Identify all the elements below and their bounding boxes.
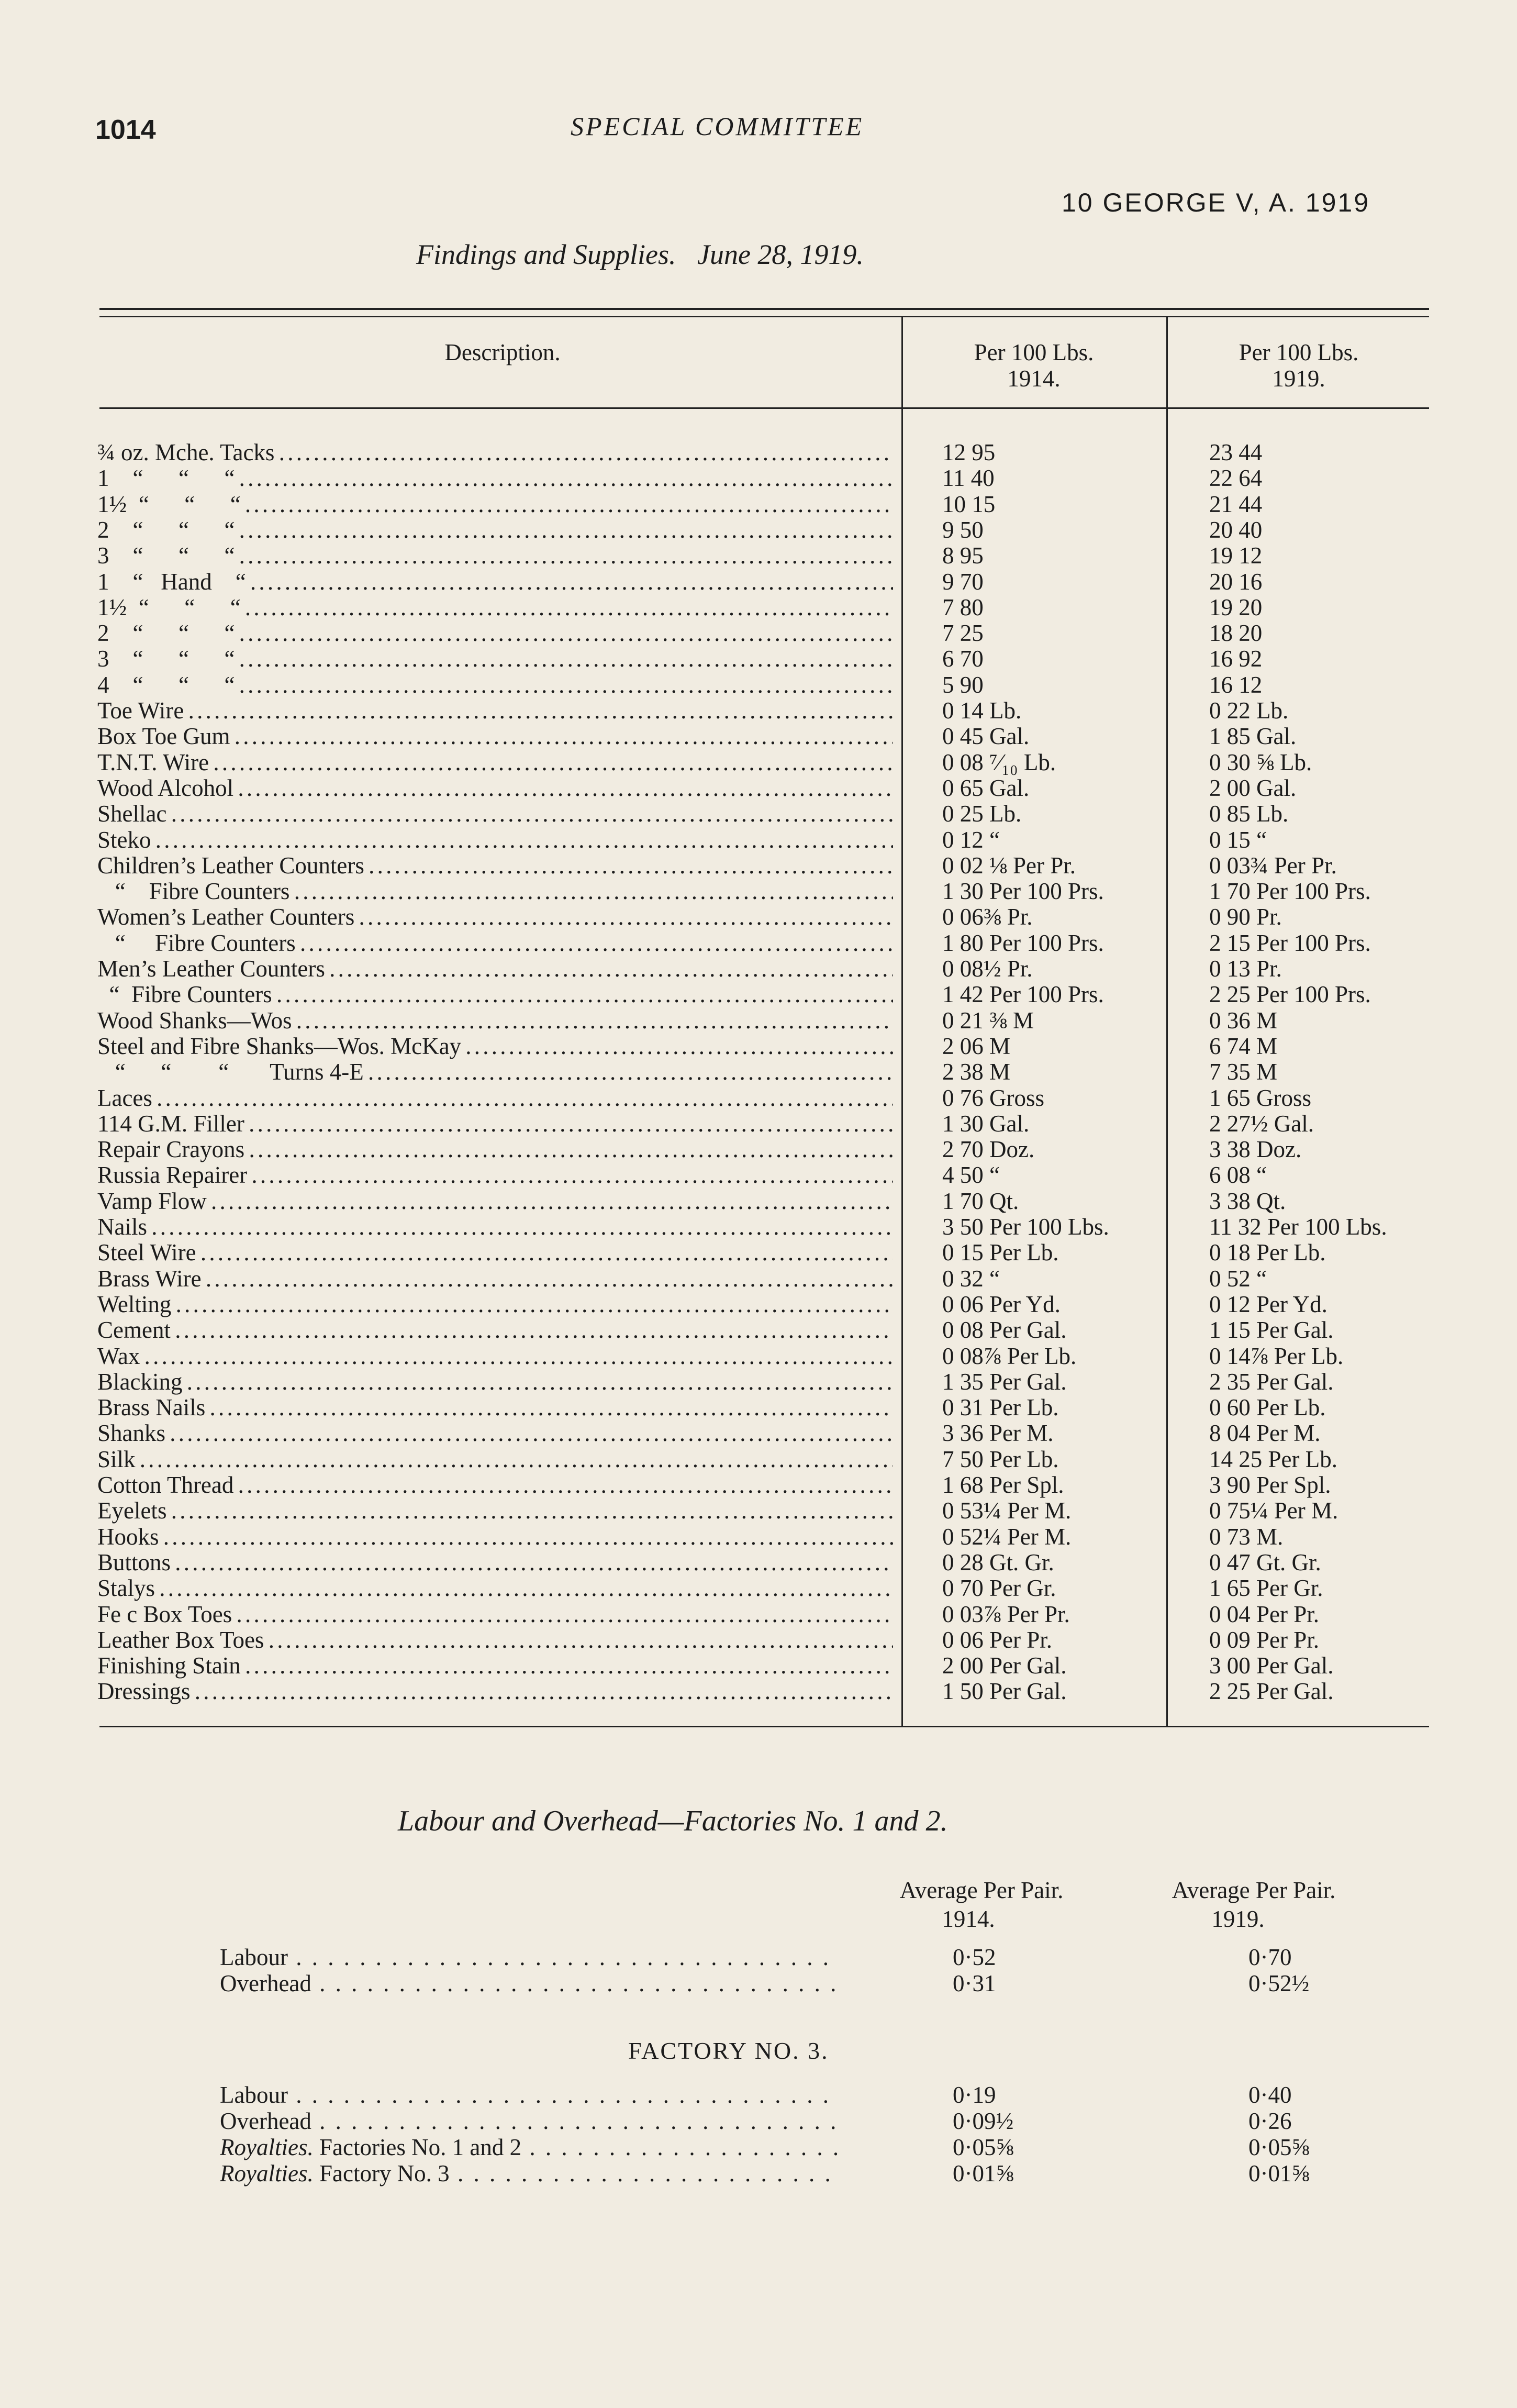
labour-value-1914: 0·52 <box>953 1944 996 1970</box>
value-1919-cell: 6 74 M <box>1209 1033 1278 1059</box>
table-row <box>0 982 1517 1007</box>
value-1919-cell: 8 04 Per M. <box>1209 1420 1321 1447</box>
description-cell: Vamp Flow . . . <box>97 1189 893 1214</box>
description-cell: Buttons . . . <box>97 1550 893 1575</box>
description-cell: 1½ “ “ “ . . . <box>97 595 893 620</box>
value-1919-cell: 2 25 Per Gal. <box>1209 1678 1334 1705</box>
table-row <box>0 492 1517 517</box>
table-row <box>0 1266 1517 1292</box>
value-1919-cell: 0 85 Lb. <box>1209 801 1289 827</box>
table-bottom-rule <box>99 1726 1429 1727</box>
factory-3-value-1914: 0·19 <box>953 2082 996 2108</box>
description-cell: Wood Shanks—Wos . . . <box>97 1008 893 1034</box>
labour-col2-year: 1919. <box>1211 1906 1265 1932</box>
description-cell: Laces . . . <box>97 1085 893 1111</box>
value-1914-cell: 0 03⅞ Per Pr. <box>942 1601 1070 1627</box>
description-cell: Steel and Fibre Shanks—Wos. McKay . . . <box>97 1034 893 1059</box>
table-row <box>0 1059 1517 1085</box>
labour-row <box>0 1970 1517 1996</box>
description-cell: 4 “ “ “ . . . <box>97 672 893 698</box>
value-1914-cell: 1 42 Per 100 Prs. <box>942 981 1104 1008</box>
labour-label: Labour . . . <box>220 1944 838 1970</box>
column-header-1914: Per 100 Lbs. 1914. <box>974 339 1094 392</box>
description-cell: 1 “ “ “ . . . <box>97 465 893 491</box>
value-1914-cell: 0 70 Per Gr. <box>942 1575 1056 1602</box>
table-row <box>0 1498 1517 1524</box>
value-1914-cell: 10 15 <box>942 491 996 517</box>
value-1919-cell: 7 35 M <box>1209 1059 1278 1085</box>
table-row <box>0 750 1517 775</box>
value-1919-cell: 20 40 <box>1209 516 1263 543</box>
value-1914-cell: 1 30 Per 100 Prs. <box>942 878 1104 905</box>
table-row <box>0 1162 1517 1188</box>
description-cell: “ Fibre Counters . . . <box>97 930 893 956</box>
description-cell: Hooks . . . <box>97 1524 893 1550</box>
value-1919-cell: 2 25 Per 100 Prs. <box>1209 981 1371 1008</box>
table-row <box>0 1008 1517 1034</box>
value-1919-cell: 0 22 Lb. <box>1209 697 1289 724</box>
value-1919-cell: 0 90 Pr. <box>1209 904 1282 930</box>
description-cell: Finishing Stain . . . <box>97 1653 893 1679</box>
labour-col1-year: 1914. <box>942 1906 995 1932</box>
royalties-label: Royalties. <box>220 2134 314 2160</box>
column-header-description: Description. <box>444 339 561 365</box>
value-1914-cell: 11 40 <box>942 465 995 492</box>
labour-value-1914: 0·31 <box>953 1970 996 1996</box>
value-1914-cell: 7 80 <box>942 594 984 620</box>
labour-section-title: Labour and Overhead—Factories No. 1 and 2. <box>398 1805 948 1837</box>
table-row <box>0 465 1517 491</box>
description-cell: Shellac . . . <box>97 801 893 827</box>
factory-3-label <box>220 2082 838 2108</box>
value-1919-cell: 0 36 M <box>1209 1007 1278 1034</box>
labour-row <box>0 1944 1517 1970</box>
value-1919-cell: 14 25 Per Lb. <box>1209 1446 1337 1472</box>
value-1919-cell: 19 20 <box>1209 594 1263 620</box>
description-cell: Box Toe Gum . . . <box>97 724 893 749</box>
factory-3-row <box>0 2108 1517 2134</box>
value-1914-cell: 1 35 Per Gal. <box>942 1368 1067 1395</box>
description-cell: Eyelets . . . <box>97 1498 893 1524</box>
table-row <box>0 1421 1517 1446</box>
description-cell: Russia Repairer . . . <box>97 1162 893 1188</box>
table-row <box>0 853 1517 879</box>
factory-3-value-1914: 0·05⅝ <box>953 2134 1014 2160</box>
value-1919-cell: 0 60 Per Lb. <box>1209 1394 1326 1421</box>
value-1914-cell: 1 68 Per Spl. <box>942 1472 1064 1498</box>
value-1919-cell: 1 85 Gal. <box>1209 723 1297 750</box>
value-1914-cell: 7 50 Per Lb. <box>942 1446 1059 1472</box>
description-cell: 3 “ “ “ . . . <box>97 543 893 569</box>
description-cell: Wax . . . <box>97 1344 893 1369</box>
value-1919-cell: 18 20 <box>1209 620 1263 647</box>
description-cell: Brass Wire . . . <box>97 1266 893 1292</box>
labour-col1-head: Average Per Pair. <box>899 1877 1064 1903</box>
value-1919-cell: 0 04 Per Pr. <box>1209 1601 1320 1627</box>
value-1914-cell: 0 14 Lb. <box>942 697 1022 724</box>
value-1919-cell: 23 44 <box>1209 439 1263 465</box>
description-cell: Fe c Box Toes . . . <box>97 1602 893 1627</box>
table-row <box>0 1575 1517 1601</box>
value-1914-cell: 2 70 Doz. <box>942 1136 1035 1163</box>
table-row <box>0 440 1517 465</box>
value-1919-cell: 16 12 <box>1209 671 1263 698</box>
table-row <box>0 517 1517 543</box>
description-cell: Silk . . . <box>97 1447 893 1472</box>
table-row <box>0 1189 1517 1214</box>
table-row <box>0 1472 1517 1498</box>
table-row <box>0 1369 1517 1395</box>
value-1914-cell: 1 70 Qt. <box>942 1188 1019 1214</box>
value-1914-cell: 2 06 M <box>942 1033 1011 1059</box>
table-row <box>0 1550 1517 1575</box>
factory-3-label-text: Overhead <box>220 2108 311 2134</box>
table-row <box>0 1214 1517 1240</box>
value-1919-cell: 2 27½ Gal. <box>1209 1110 1314 1137</box>
value-1919-cell: 11 32 Per 100 Lbs. <box>1209 1214 1387 1240</box>
factory-3-label-text: Labour <box>220 2082 288 2108</box>
table-row <box>0 698 1517 724</box>
table-top-rule <box>99 308 1429 310</box>
value-1914-cell: 3 50 Per 100 Lbs. <box>942 1214 1109 1240</box>
description-cell: Cotton Thread . . . <box>97 1472 893 1498</box>
table-row <box>0 1447 1517 1472</box>
value-1919-cell: 20 16 <box>1209 568 1263 595</box>
value-1919-cell: 3 38 Doz. <box>1209 1136 1302 1163</box>
session-line: 10 GEORGE V, A. 1919 <box>1062 188 1370 217</box>
column-header-1919: Per 100 Lbs. 1919. <box>1239 339 1359 392</box>
value-1914-cell: 0 53¼ Per M. <box>942 1497 1072 1524</box>
factory-3-value-1919: 0·01⅝ <box>1248 2160 1310 2187</box>
value-1919-cell: 3 00 Per Gal. <box>1209 1652 1334 1679</box>
value-1919-cell: 0 03¾ Per Pr. <box>1209 852 1337 879</box>
value-1919-cell: 0 13 Pr. <box>1209 956 1282 982</box>
value-1919-cell: 0 15 “ <box>1209 826 1267 853</box>
value-1919-cell: 2 35 Per Gal. <box>1209 1368 1334 1395</box>
value-1919-cell: 0 09 Per Pr. <box>1209 1626 1320 1653</box>
description-cell: Children’s Leather Counters . . . <box>97 853 893 879</box>
value-1914-cell: 6 70 <box>942 646 984 672</box>
value-1919-cell: 0 75¼ Per M. <box>1209 1497 1338 1524</box>
factory-3-label <box>220 2108 838 2134</box>
value-1914-cell: 3 36 Per M. <box>942 1420 1054 1447</box>
value-1914-cell: 0 45 Gal. <box>942 723 1030 750</box>
table-row <box>0 1524 1517 1550</box>
factory-3-value-1914: 0·01⅝ <box>953 2160 1014 2187</box>
table-row <box>0 1034 1517 1059</box>
table-row <box>0 775 1517 801</box>
factory-3-label-text: Factories No. 1 and 2 <box>319 2134 522 2160</box>
description-cell: Steel Wire . . . <box>97 1240 893 1266</box>
value-1919-cell: 0 47 Gt. Gr. <box>1209 1549 1321 1575</box>
value-1919-cell: 0 52 “ <box>1209 1265 1267 1292</box>
description-cell: Cement . . . <box>97 1317 893 1343</box>
table-row <box>0 904 1517 930</box>
value-1914-cell: 0 08 Per Gal. <box>942 1317 1067 1344</box>
value-1914-cell: 0 08 ⁷⁄₁₀ Lb. <box>942 749 1056 775</box>
description-cell: 2 “ “ “ . . . <box>97 620 893 646</box>
table-row <box>0 1111 1517 1137</box>
value-1914-cell: 5 90 <box>942 671 984 698</box>
labour-value-1919: 0·52½ <box>1248 1970 1310 1996</box>
value-1914-cell: 12 95 <box>942 439 996 465</box>
factory-3-title: FACTORY NO. 3. <box>628 2037 829 2064</box>
value-1919-cell: 0 30 ⅝ Lb. <box>1209 749 1312 775</box>
table-row <box>0 827 1517 853</box>
value-1919-cell: 1 65 Per Gr. <box>1209 1575 1323 1602</box>
table-row <box>0 672 1517 698</box>
value-1914-cell: 0 12 “ <box>942 826 1000 853</box>
table-row <box>0 1137 1517 1162</box>
table-row <box>0 569 1517 595</box>
factory-3-row <box>0 2134 1517 2160</box>
description-cell: “ “ “ Turns 4-E . . . <box>97 1059 893 1085</box>
labour-col2-head: Average Per Pair. <box>1172 1877 1336 1903</box>
value-1914-cell: 4 50 “ <box>942 1162 1000 1189</box>
factory-3-value-1919: 0·05⅝ <box>1248 2134 1310 2160</box>
description-cell: 2 “ “ “ . . . <box>97 517 893 543</box>
royalties-label: Royalties. <box>220 2160 314 2187</box>
value-1914-cell: 0 31 Per Lb. <box>942 1394 1059 1421</box>
table-row <box>0 1679 1517 1704</box>
running-title: SPECIAL COMMITTEE <box>571 112 864 141</box>
description-cell: 1 “ Hand “ . . . <box>97 569 893 595</box>
value-1919-cell: 0 14⅞ Per Lb. <box>1209 1342 1344 1369</box>
description-cell: Welting . . . <box>97 1292 893 1317</box>
description-cell: Wood Alcohol . . . <box>97 775 893 801</box>
value-1919-cell: 2 15 Per 100 Prs. <box>1209 929 1371 956</box>
value-1914-cell: 2 00 Per Gal. <box>942 1652 1067 1679</box>
value-1914-cell: 0 25 Lb. <box>942 801 1022 827</box>
table-row <box>0 801 1517 827</box>
description-cell: Leather Box Toes . . . <box>97 1627 893 1653</box>
description-cell: T.N.T. Wire . . . <box>97 750 893 775</box>
table-row <box>0 1292 1517 1317</box>
description-cell: ¾ oz. Mche. Tacks . . . <box>97 440 893 465</box>
value-1914-cell: 1 30 Gal. <box>942 1110 1030 1137</box>
table-row <box>0 879 1517 904</box>
table-row <box>0 1317 1517 1343</box>
table-row <box>0 646 1517 672</box>
table-row <box>0 1653 1517 1679</box>
value-1914-cell: 0 21 ⅜ M <box>942 1007 1034 1034</box>
description-cell: Steko . . . <box>97 827 893 853</box>
value-1914-cell: 0 02 ⅛ Per Pr. <box>942 852 1076 879</box>
value-1914-cell: 9 50 <box>942 516 984 543</box>
factory-3-value-1919: 0·40 <box>1248 2082 1292 2108</box>
table-row <box>0 1085 1517 1111</box>
factory-3-label <box>220 2160 838 2187</box>
factory-3-label <box>220 2134 838 2160</box>
value-1914-cell: 0 06 Per Pr. <box>942 1626 1053 1653</box>
header-bottom-rule <box>99 407 1429 409</box>
value-1919-cell: 6 08 “ <box>1209 1162 1267 1189</box>
description-cell: Stalys . . . <box>97 1575 893 1601</box>
value-1919-cell: 3 90 Per Spl. <box>1209 1472 1331 1498</box>
table-row <box>0 1240 1517 1266</box>
value-1919-cell: 1 70 Per 100 Prs. <box>1209 878 1371 905</box>
value-1919-cell: 0 73 M. <box>1209 1523 1284 1550</box>
description-cell: Nails . . . <box>97 1214 893 1240</box>
value-1919-cell: 0 12 Per Yd. <box>1209 1291 1328 1317</box>
table-row <box>0 1602 1517 1627</box>
value-1914-cell: 9 70 <box>942 568 984 595</box>
factory-3-value-1919: 0·26 <box>1248 2108 1292 2134</box>
description-cell: Toe Wire . . . <box>97 698 893 724</box>
description-cell: 1½ “ “ “ . . . <box>97 492 893 517</box>
table-row <box>0 956 1517 982</box>
description-cell: Repair Crayons . . . <box>97 1137 893 1162</box>
factory-3-value-1914: 0·09½ <box>953 2108 1014 2134</box>
value-1919-cell: 21 44 <box>1209 491 1263 517</box>
value-1919-cell: 16 92 <box>1209 646 1263 672</box>
value-1914-cell: 0 08⅞ Per Lb. <box>942 1342 1077 1369</box>
value-1919-cell: 1 65 Gross <box>1209 1084 1312 1111</box>
value-1914-cell: 0 76 Gross <box>942 1084 1045 1111</box>
description-cell: Shanks . . . <box>97 1421 893 1446</box>
description-cell: Dressings . . . <box>97 1679 893 1704</box>
labour-value-1919: 0·70 <box>1248 1944 1292 1970</box>
value-1919-cell: 19 12 <box>1209 542 1263 569</box>
value-1919-cell: 22 64 <box>1209 465 1263 492</box>
description-cell: “ Fibre Counters . . . <box>97 982 893 1007</box>
value-1919-cell: 3 38 Qt. <box>1209 1188 1286 1214</box>
value-1919-cell: 2 00 Gal. <box>1209 774 1297 801</box>
value-1914-cell: 0 06 Per Yd. <box>942 1291 1061 1317</box>
labour-label: Overhead . . . <box>220 1970 838 1996</box>
value-1914-cell: 0 52¼ Per M. <box>942 1523 1072 1550</box>
table-row <box>0 1395 1517 1421</box>
description-cell: 3 “ “ “ . . . <box>97 646 893 672</box>
value-1914-cell: 0 08½ Pr. <box>942 956 1033 982</box>
value-1914-cell: 0 28 Gt. Gr. <box>942 1549 1054 1575</box>
value-1914-cell: 7 25 <box>942 620 984 647</box>
table-top-rule-thin <box>99 316 1429 317</box>
page-number: 1014 <box>95 115 156 145</box>
value-1914-cell: 1 50 Per Gal. <box>942 1678 1067 1705</box>
table-caption: Findings and Supplies. June 28, 1919. <box>416 239 864 270</box>
value-1914-cell: 1 80 Per 100 Prs. <box>942 929 1104 956</box>
value-1919-cell: 1 15 Per Gal. <box>1209 1317 1334 1344</box>
value-1914-cell: 0 65 Gal. <box>942 774 1030 801</box>
value-1919-cell: 0 18 Per Lb. <box>1209 1239 1326 1266</box>
table-row <box>0 620 1517 646</box>
value-1914-cell: 0 15 Per Lb. <box>942 1239 1059 1266</box>
table-row <box>0 724 1517 749</box>
description-cell: Blacking . . . <box>97 1369 893 1395</box>
value-1914-cell: 0 32 “ <box>942 1265 1000 1292</box>
description-cell: Brass Nails . . . <box>97 1395 893 1421</box>
value-1914-cell: 2 38 M <box>942 1059 1011 1085</box>
value-1914-cell: 0 06⅜ Pr. <box>942 904 1033 930</box>
description-cell: Women’s Leather Counters . . . <box>97 904 893 930</box>
table-row <box>0 595 1517 620</box>
table-row <box>0 1627 1517 1653</box>
factory-3-row <box>0 2082 1517 2108</box>
description-cell: 114 G.M. Filler . . . <box>97 1111 893 1137</box>
description-cell: Men’s Leather Counters . . . <box>97 956 893 982</box>
description-cell: “ Fibre Counters . . . <box>97 879 893 904</box>
factory-3-label-text: Factory No. 3 <box>319 2160 450 2187</box>
value-1914-cell: 8 95 <box>942 542 984 569</box>
table-row <box>0 543 1517 569</box>
factory-3-row <box>0 2160 1517 2187</box>
table-row <box>0 1344 1517 1369</box>
table-row <box>0 930 1517 956</box>
